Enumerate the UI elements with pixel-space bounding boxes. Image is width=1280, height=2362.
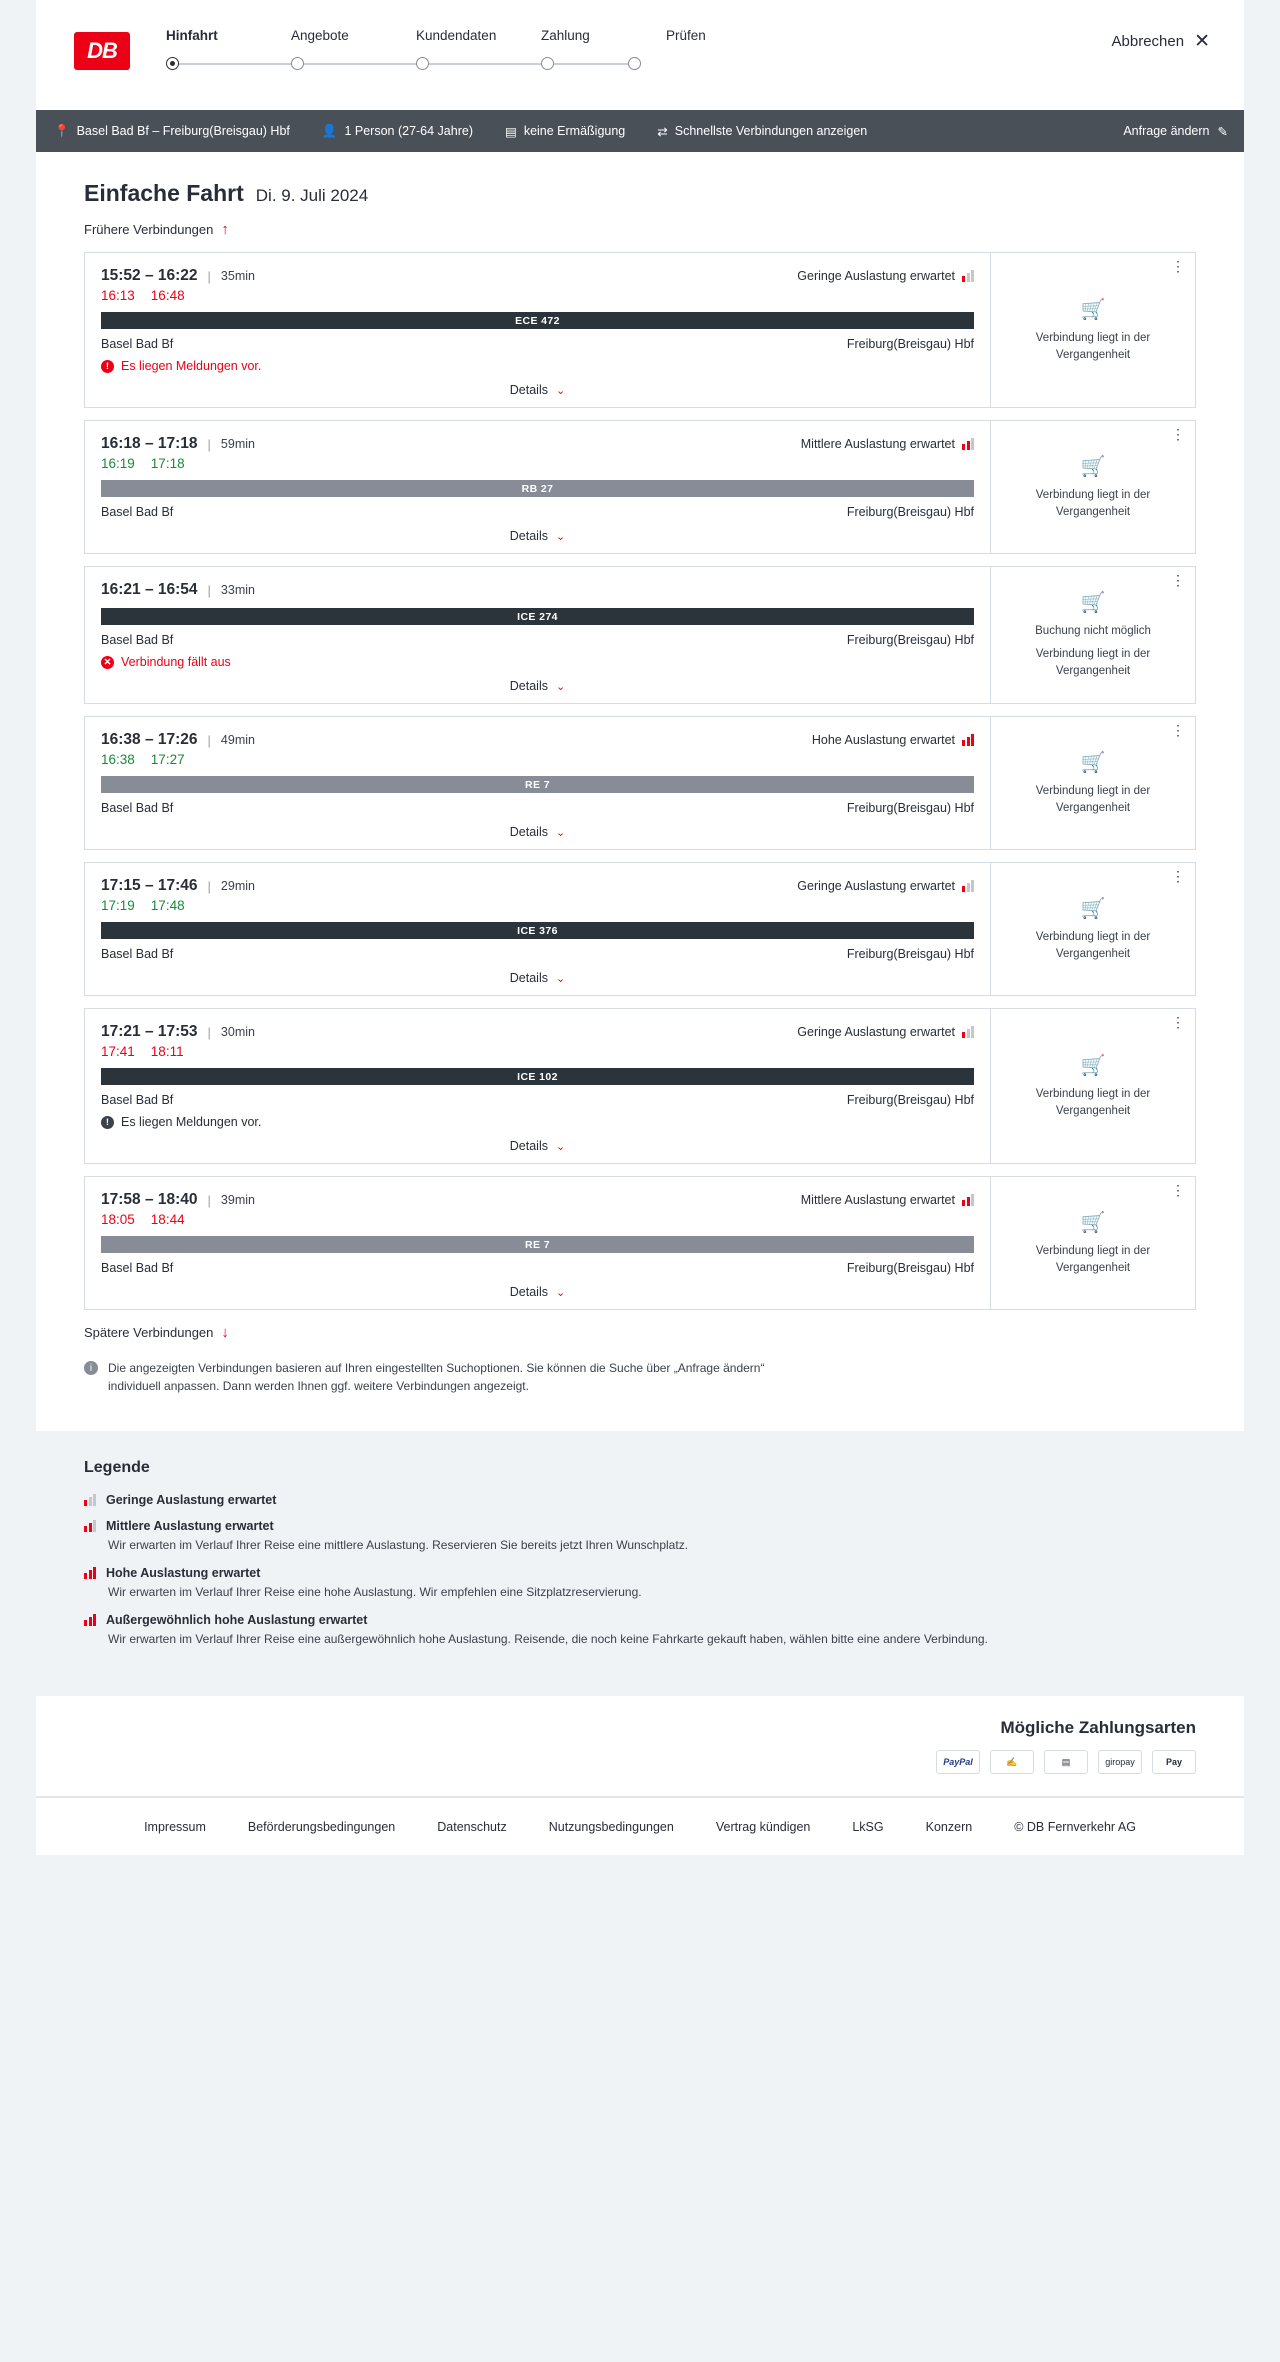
utilization-bars-icon [84,1567,96,1579]
stations-row [101,337,974,351]
destination-station: Freiburg(Breisgau) Hbf [846,633,974,647]
filter-icon: ⇄ [657,124,668,139]
connection-header [101,435,974,453]
info-icon: i [84,1361,98,1375]
footer-link[interactable]: Beförderungsbedingungen [247,1819,396,1834]
shopping-cart-icon: 🛒 [1080,592,1106,615]
details-label: Details [509,383,548,397]
chevron-down-icon: ⌄ [556,680,566,693]
utilization-label: Mittlere Auslastung erwartet [800,1193,955,1207]
payment-method-icon: ▤ [1044,1750,1088,1774]
more-options-icon[interactable]: ⋮ [1171,1014,1185,1030]
time-separator: | [207,1192,211,1208]
summary-discount-label: keine Ermäßigung [523,124,626,138]
arrow-up-icon: ↑ [221,221,229,238]
stations-row [101,1093,974,1107]
connection-note-text: Es liegen Meldungen vor. [121,1115,262,1129]
step-dot-pruefen[interactable] [628,57,641,70]
stations-row [101,947,974,961]
connection-times: 16:18 – 17:18 [101,435,198,452]
connection-header [101,1191,974,1209]
train-badge[interactable]: RE 7 [101,1236,974,1253]
legend-item-label: Geringe Auslastung erwartet [106,1493,277,1507]
connection-card[interactable] [84,1176,1196,1310]
origin-station: Basel Bad Bf [101,337,174,351]
destination-station: Freiburg(Breisgau) Hbf [846,505,974,519]
legend-items [84,1493,1196,1648]
details-button[interactable] [101,1285,974,1299]
alert-icon: ! [101,1116,114,1129]
step-dot-zahlung[interactable] [541,57,554,70]
more-options-icon[interactable]: ⋮ [1171,868,1185,884]
connection-note [101,1115,974,1129]
details-button[interactable] [101,825,974,839]
close-icon: ✕ [1194,31,1210,52]
details-button[interactable] [101,383,974,397]
stepper-labels [166,28,791,43]
connection-duration: 49min [220,733,255,747]
connection-card[interactable] [84,420,1196,554]
stations-row [101,1261,974,1275]
utilization-bars-icon [962,270,974,282]
shopping-cart-icon: 🛒 [1080,455,1106,478]
booking-status-text: Buchung nicht möglich [1035,625,1151,638]
pencil-icon: ✎ [1217,124,1228,139]
connection-details [85,253,990,407]
page-title [36,180,1244,207]
realtime-departure: 16:13 [101,288,135,303]
summary-route[interactable] [36,124,306,139]
stepper-line [170,63,634,65]
connection-times: 16:38 – 17:26 [101,731,198,748]
train-badge[interactable]: ICE 102 [101,1068,974,1085]
shopping-cart-icon: 🛒 [1080,897,1106,920]
connection-times: 17:58 – 18:40 [101,1191,198,1208]
booking-status-text: Verbindung liegt in der Vergangenheit [1035,331,1151,361]
location-pin-icon: 📍 [54,123,70,138]
legend-item-label: Hohe Auslastung erwartet [106,1566,261,1580]
legend-item-description: Wir erwarten im Verlauf Ihrer Reise eine mittlere Auslastung. Reservieren Sie bereits jetzt Ihren Wunschplatz. [108,1538,689,1552]
more-options-icon[interactable]: ⋮ [1171,1182,1185,1198]
chevron-down-icon: ⌄ [556,1286,566,1299]
connection-times: 16:21 – 16:54 [101,581,198,598]
legend-item [84,1493,1196,1507]
summary-route-label: Basel Bad Bf – Freiburg(Breisgau) Hbf [76,124,290,138]
app-header [36,0,1244,110]
shopping-cart-icon: 🛒 [1080,298,1106,321]
legend-section [36,1431,1244,1696]
later-connections-label: Spätere Verbindungen [84,1325,214,1340]
chevron-down-icon: ⌄ [556,972,566,985]
booking-column [990,1177,1195,1309]
alert-icon: ! [101,360,114,373]
realtime-arrival: 17:18 [150,456,185,471]
origin-station: Basel Bad Bf [101,947,174,961]
stepper-dots [166,54,666,74]
stations-row [101,633,974,647]
utilization-bars-icon [84,1494,96,1506]
shopping-cart-icon: 🛒 [1080,1054,1106,1077]
connection-note-text: Verbindung fällt aus [121,655,231,669]
realtime-times [101,1044,974,1059]
realtime-times [101,288,974,303]
realtime-departure: 16:38 [101,752,135,767]
payment-method-icon: PayPal [936,1750,980,1774]
footer-link[interactable]: Impressum [144,1819,206,1834]
footer-links [36,1797,1244,1855]
connection-details [85,863,990,995]
utilization-indicator [801,1193,974,1207]
details-label: Details [509,529,548,543]
booking-column [990,717,1195,849]
connection-card[interactable] [84,566,1196,704]
chevron-down-icon: ⌄ [556,384,566,397]
step-zahlung[interactable]: Zahlung [541,28,590,43]
realtime-times [101,898,974,913]
trip-date-label: Di. 9. Juli 2024 [255,186,369,205]
utilization-indicator [797,1025,974,1039]
utilization-indicator [812,733,974,747]
utilization-label: Geringe Auslastung erwartet [797,879,955,893]
connection-card[interactable] [84,1008,1196,1164]
connection-details [85,1177,990,1309]
connection-duration: 30min [220,1025,255,1039]
ticket-icon: ▤ [505,124,517,139]
summary-option[interactable] [641,124,883,139]
realtime-arrival: 16:48 [150,288,185,303]
stations-row [101,505,974,519]
connection-list [36,252,1244,1310]
arrow-down-icon: ↓ [221,1324,229,1341]
utilization-bars-icon [962,734,974,746]
more-options-icon[interactable]: ⋮ [1171,426,1185,442]
search-hint [36,1341,856,1395]
connection-note [101,655,974,669]
realtime-departure: 18:05 [101,1212,135,1227]
details-button[interactable] [101,971,974,985]
connection-header [101,731,974,749]
connection-header [101,1023,974,1041]
destination-station: Freiburg(Breisgau) Hbf [846,337,974,351]
step-kundendaten[interactable]: Kundendaten [416,28,497,43]
booking-column [990,253,1195,407]
earlier-connections-button[interactable] [36,221,1244,238]
destination-station: Freiburg(Breisgau) Hbf [846,947,974,961]
db-logo-icon: DB [74,32,130,70]
summary-option-label: Schnellste Verbindungen anzeigen [674,124,868,138]
origin-station: Basel Bad Bf [101,1261,174,1275]
origin-station: Basel Bad Bf [101,633,174,647]
more-options-icon[interactable]: ⋮ [1171,572,1185,588]
destination-station: Freiburg(Breisgau) Hbf [846,1261,974,1275]
utilization-indicator [797,879,974,893]
realtime-departure: 17:41 [101,1044,135,1059]
alert-icon: ✕ [101,656,114,669]
stations-row [101,801,974,815]
utilization-bars-icon [962,1194,974,1206]
summary-passengers[interactable] [306,124,489,139]
realtime-arrival: 17:48 [150,898,185,913]
details-button[interactable] [101,529,974,543]
trip-type-label: Einfache Fahrt [84,180,244,206]
realtime-times [101,1212,974,1227]
connection-note-text: Es liegen Meldungen vor. [121,359,262,373]
realtime-departure: 16:19 [101,456,135,471]
edit-request-label: Anfrage ändern [1123,124,1210,138]
search-hint-text: Die angezeigten Verbindungen basieren auf Ihren eingestellten Suchoptionen. Sie können die Suche über „Anfrage ändern“ individuell anpassen. Dann werden Ihnen ggf. weitere Verbindungen angezeigt. [108,1361,765,1393]
footer-link[interactable]: LkSG [852,1819,884,1834]
details-label: Details [509,825,548,839]
booking-status-text: Verbindung liegt in der Vergangenheit [1035,1087,1151,1117]
utilization-bars-icon [84,1614,96,1626]
details-label: Details [509,679,548,693]
connection-duration: 29min [220,879,255,893]
connection-details [85,1009,990,1163]
utilization-label: Geringe Auslastung erwartet [797,1025,955,1039]
legend-item-label: Mittlere Auslastung erwartet [106,1519,274,1533]
legend-title: Legende [84,1459,150,1476]
destination-station: Freiburg(Breisgau) Hbf [846,1093,974,1107]
utilization-label: Hohe Auslastung erwartet [811,733,955,747]
details-button[interactable] [101,1139,974,1153]
shopping-cart-icon: 🛒 [1080,1211,1106,1234]
utilization-label: Mittlere Auslastung erwartet [800,437,955,451]
shopping-cart-icon: 🛒 [1080,751,1106,774]
booking-status-text: Verbindung liegt in der Vergangenheit [1035,930,1151,960]
booking-status-text: Verbindung liegt in der Vergangenheit [1035,1244,1151,1274]
payment-method-icon: Pay [1152,1750,1196,1774]
footer-link[interactable]: Datenschutz [437,1819,507,1834]
realtime-arrival: 18:44 [150,1212,185,1227]
footer-link[interactable]: Nutzungsbedingungen [548,1819,674,1834]
utilization-bars-icon [962,880,974,892]
footer-link[interactable]: © DB Fernverkehr AG [1014,1819,1136,1834]
summary-passengers-label: 1 Person (27-64 Jahre) [344,124,473,138]
connection-duration: 39min [220,1193,255,1207]
person-icon: 👤 [321,123,338,138]
connection-header [101,581,974,599]
details-label: Details [509,1139,548,1153]
connection-details [85,567,990,703]
legend-item [84,1519,1196,1554]
step-dot-hinfahrt[interactable] [166,57,179,70]
realtime-departure: 17:19 [101,898,135,913]
details-button[interactable] [101,679,974,693]
connection-times: 17:15 – 17:46 [101,877,198,894]
footer-link[interactable]: Vertrag kündigen [715,1819,811,1834]
time-separator: | [207,436,211,452]
connection-times: 17:21 – 17:53 [101,1023,198,1040]
connection-card[interactable] [84,252,1196,408]
train-badge[interactable]: ICE 376 [101,922,974,939]
time-separator: | [207,1024,211,1040]
realtime-arrival: 18:11 [150,1044,184,1059]
time-separator: | [207,268,211,284]
realtime-arrival: 17:27 [150,752,185,767]
booking-column [990,567,1195,703]
payment-methods-title: Mögliche Zahlungsarten [1000,1718,1196,1737]
payment-method-icon: giropay [1098,1750,1142,1774]
utilization-label: Geringe Auslastung erwartet [797,269,955,283]
time-separator: | [207,582,211,598]
more-options-icon[interactable]: ⋮ [1171,258,1185,274]
edit-request-button[interactable] [1123,124,1228,139]
chevron-down-icon: ⌄ [556,1140,566,1153]
step-dot-kundendaten[interactable] [416,57,429,70]
connection-card[interactable] [84,862,1196,996]
connection-details [85,717,990,849]
booking-status-text: Verbindung liegt in der Vergangenheit [1035,488,1151,518]
origin-station: Basel Bad Bf [101,1093,174,1107]
payment-methods-section [36,1696,1244,1796]
summary-discount[interactable] [489,124,641,139]
legend-item [84,1566,1196,1601]
booking-status-text: Verbindung liegt in der Vergangenheit [1035,784,1151,814]
connection-duration: 33min [220,583,255,597]
more-options-icon[interactable]: ⋮ [1171,722,1185,738]
step-pruefen[interactable]: Prüfen [666,28,706,43]
booking-status-text: Verbindung liegt in der Vergangenheit [1035,648,1151,677]
connection-duration: 35min [220,269,255,283]
connection-details [85,421,990,553]
payment-icons [936,1750,1196,1774]
cancel-button[interactable] [1112,32,1210,51]
origin-station: Basel Bad Bf [101,505,174,519]
utilization-bars-icon [84,1520,96,1532]
connection-header [101,267,974,285]
utilization-indicator [797,269,974,283]
train-badge[interactable]: ECE 472 [101,312,974,329]
train-badge[interactable]: ICE 274 [101,608,974,625]
later-connections-button[interactable] [36,1324,1244,1341]
realtime-times [101,752,974,767]
connection-header [101,877,974,895]
step-dot-angebote[interactable] [291,57,304,70]
chevron-down-icon: ⌄ [556,826,566,839]
details-label: Details [509,1285,548,1299]
origin-station: Basel Bad Bf [101,801,174,815]
chevron-down-icon: ⌄ [556,530,566,543]
connection-times: 15:52 – 16:22 [101,267,198,284]
step-hinfahrt[interactable]: Hinfahrt [166,28,218,43]
utilization-indicator [801,437,974,451]
progress-stepper [166,28,791,74]
details-label: Details [509,971,548,985]
legend-item [84,1613,1196,1648]
legend-item-description: Wir erwarten im Verlauf Ihrer Reise eine außergewöhnlich hohe Auslastung. Reisende, die noch keine Fahrkarte gekauft haben, wählen bitte eine andere Verbindung. [108,1632,988,1646]
earlier-connections-label: Frühere Verbindungen [84,222,214,237]
utilization-bars-icon [962,1026,974,1038]
connection-note [101,359,974,373]
step-angebote[interactable]: Angebote [291,28,349,43]
connection-duration: 59min [220,437,255,451]
destination-station: Freiburg(Breisgau) Hbf [846,801,974,815]
cancel-label: Abbrechen [1111,33,1185,50]
train-badge[interactable]: RE 7 [101,776,974,793]
booking-column [990,421,1195,553]
legend-item-label: Außergewöhnlich hohe Auslastung erwartet [106,1613,368,1627]
booking-column [990,863,1195,995]
time-separator: | [207,878,211,894]
footer-link[interactable]: Konzern [925,1819,973,1834]
booking-column [990,1009,1195,1163]
search-summary-bar [36,110,1244,152]
payment-method-icon: ✍ [990,1750,1034,1774]
utilization-bars-icon [962,438,974,450]
legend-item-description: Wir erwarten im Verlauf Ihrer Reise eine hohe Auslastung. Wir empfehlen eine Sitzplatzreservierung. [108,1585,642,1599]
results-panel [36,152,1244,1431]
realtime-times [101,456,974,471]
train-badge[interactable]: RB 27 [101,480,974,497]
connection-card[interactable] [84,716,1196,850]
time-separator: | [207,732,211,748]
